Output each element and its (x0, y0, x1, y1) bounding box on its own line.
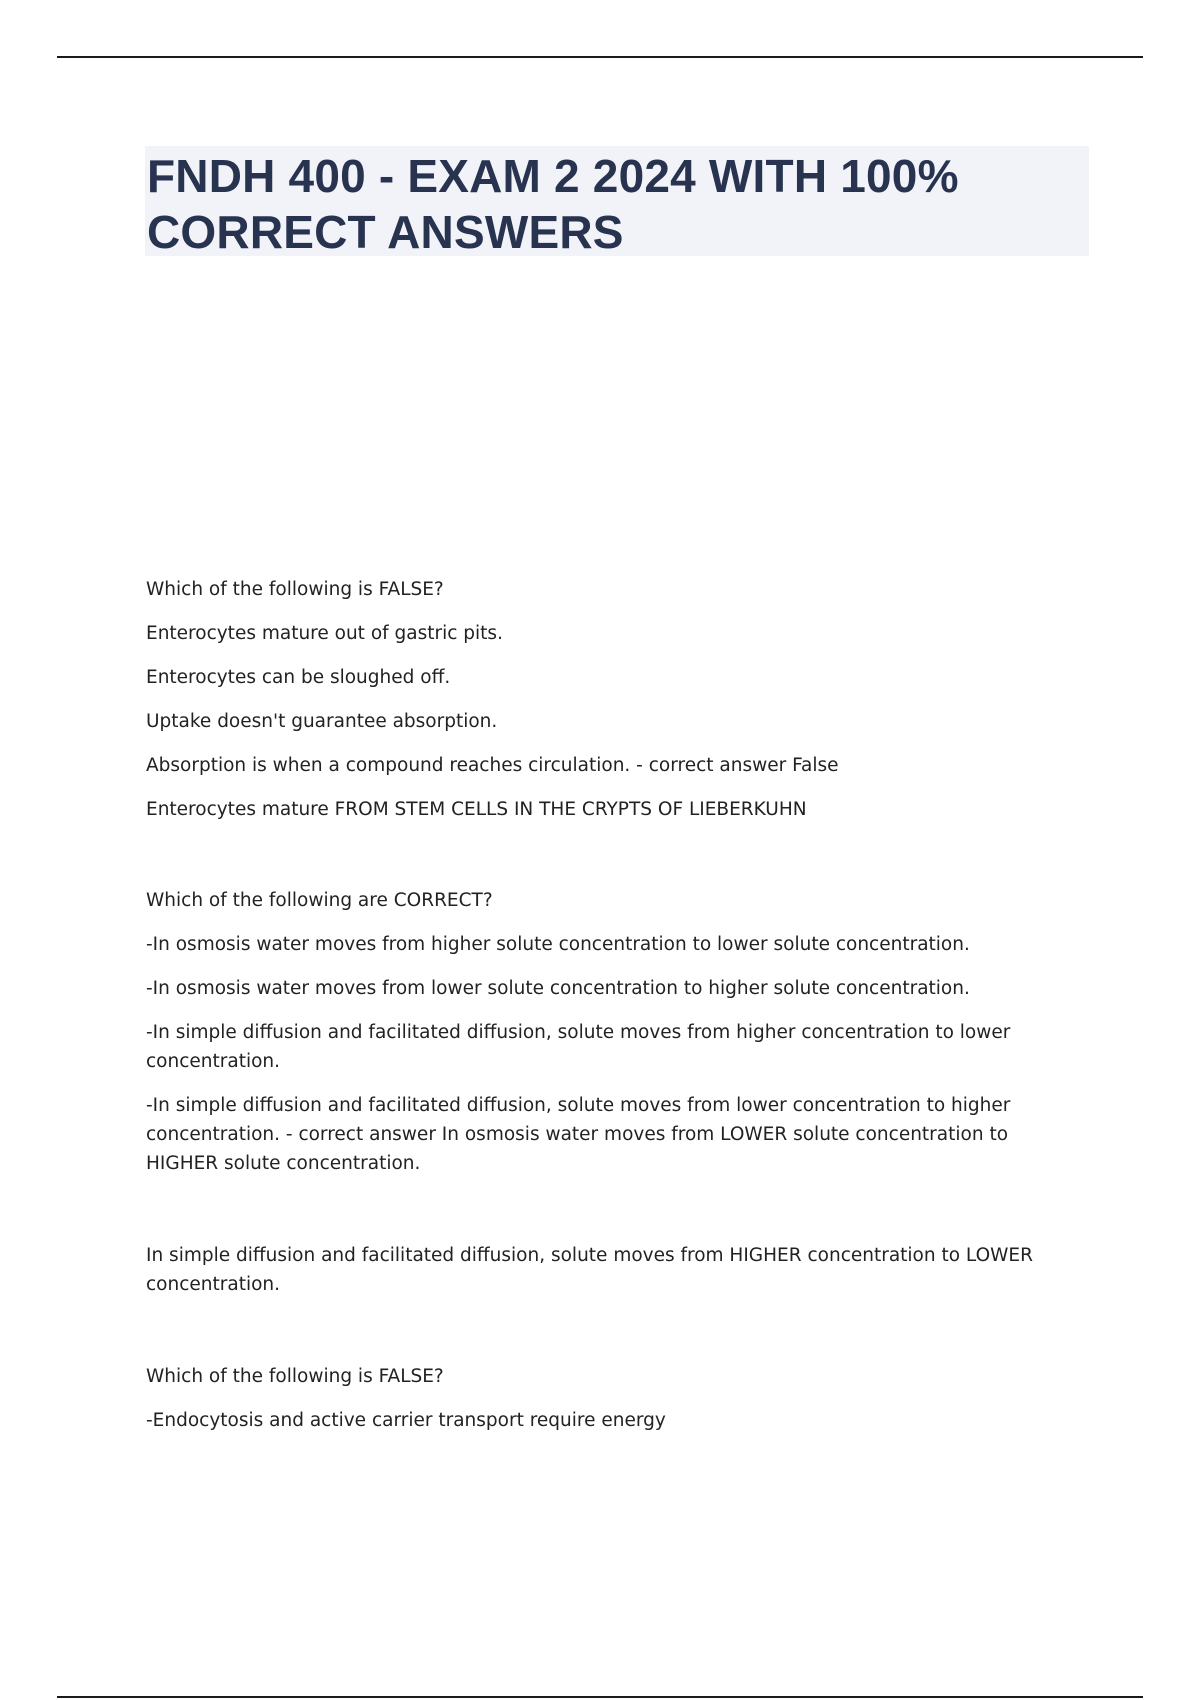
question-block-1 (146, 575, 1086, 824)
option-text: -In simple diffusion and facilitated diffusion, solute moves from higher concentration to lower concentration. (146, 1022, 1011, 1072)
block-spacer (146, 1314, 1086, 1362)
block-spacer (146, 839, 1086, 886)
question-block-3 (146, 1362, 1086, 1435)
option-text: -Endocytosis and active carrier transport require energy (146, 1410, 666, 1431)
option-text: Uptake doesn't guarantee absorption. (146, 711, 498, 732)
title-banner (145, 146, 1089, 256)
question-text: Which of the following is FALSE? (146, 579, 444, 600)
question-text: Which of the following is FALSE? (146, 1366, 444, 1387)
explanation-block (146, 1241, 1086, 1299)
question-text: Which of the following are CORRECT? (146, 890, 493, 911)
footer-rule (57, 1696, 1143, 1698)
header-rule (57, 56, 1143, 58)
option-text: Enterocytes mature out of gastric pits. (146, 623, 503, 644)
document-title: FNDH 400 - EXAM 2 2024 WITH 100% CORRECT ANSWERS (147, 150, 959, 258)
option-answer-text: Absorption is when a compound reaches circulation. - correct answer False (146, 755, 839, 776)
option-text: -In osmosis water moves from lower solute concentration to higher solute concentration. (146, 978, 970, 999)
explanation-text: Enterocytes mature FROM STEM CELLS IN THE CRYPTS OF LIEBERKUHN (146, 799, 807, 820)
option-text: -In osmosis water moves from higher solute concentration to lower solute concentration. (146, 934, 970, 955)
option-answer-text: -In simple diffusion and facilitated diffusion, solute moves from lower concentration to higher concentration. - correct answer In osmosis water moves from LOWER solute concentration to HIGHER solute concentration. (146, 1095, 1011, 1174)
explanation-text: In simple diffusion and facilitated diffusion, solute moves from HIGHER concentration to LOWER concentration. (146, 1245, 1033, 1295)
option-text: Enterocytes can be sloughed off. (146, 667, 451, 688)
document-body (146, 575, 1086, 1450)
question-block-2 (146, 886, 1086, 1178)
block-spacer (146, 1193, 1086, 1241)
